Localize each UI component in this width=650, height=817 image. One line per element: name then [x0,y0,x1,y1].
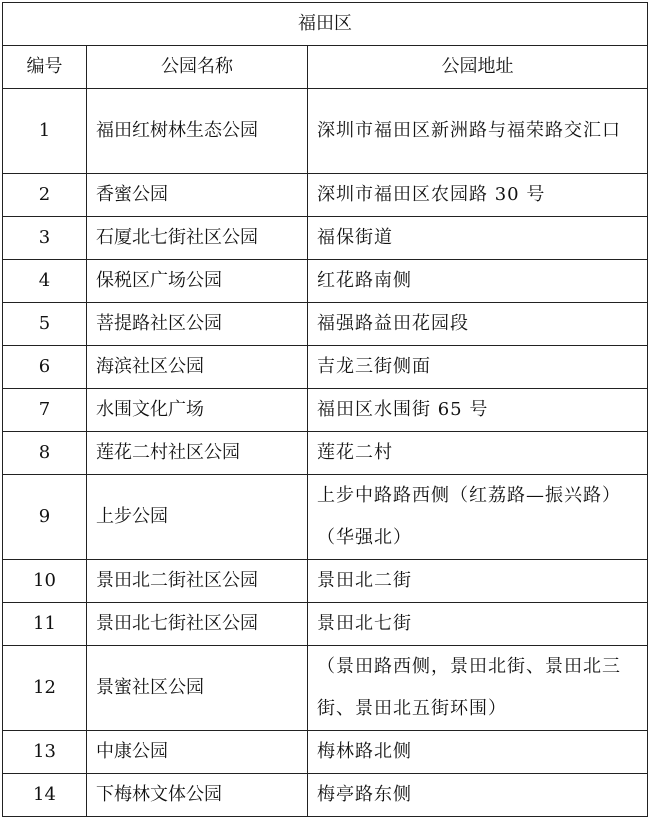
row-number: 12 [3,646,87,731]
header-name: 公园名称 [87,46,308,89]
table-header-row [3,46,648,89]
park-address: 深圳市福田区新洲路与福荣路交汇口 [308,89,648,174]
park-address: 梅亭路东侧 [308,774,648,817]
table-row [3,303,648,346]
park-address: 深圳市福田区农园路 30 号 [308,174,648,217]
park-name: 莲花二村社区公园 [87,432,308,475]
park-table [2,2,648,817]
table-row [3,260,648,303]
row-number: 1 [3,89,87,174]
table-title: 福田区 [3,3,648,46]
table-row [3,432,648,475]
row-number: 9 [3,475,87,560]
park-address: 梅林路北侧 [308,731,648,774]
park-name: 保税区广场公园 [87,260,308,303]
park-address: 莲花二村 [308,432,648,475]
table-row [3,603,648,646]
row-number: 5 [3,303,87,346]
table-row [3,174,648,217]
table-title-row [3,3,648,46]
header-address: 公园地址 [308,46,648,89]
row-number: 8 [3,432,87,475]
park-address: 景田北二街 [308,560,648,603]
park-name: 景蜜社区公园 [87,646,308,731]
park-address: 福保街道 [308,217,648,260]
park-address: 景田北七街 [308,603,648,646]
row-number: 14 [3,774,87,817]
park-name: 中康公园 [87,731,308,774]
park-name: 香蜜公园 [87,174,308,217]
park-name: 海滨社区公园 [87,346,308,389]
row-number: 13 [3,731,87,774]
table-row [3,731,648,774]
header-number: 编号 [3,46,87,89]
row-number: 2 [3,174,87,217]
table-row [3,89,648,174]
table-row [3,560,648,603]
row-number: 4 [3,260,87,303]
park-address: 福强路益田花园段 [308,303,648,346]
table-row [3,346,648,389]
row-number: 6 [3,346,87,389]
park-name: 石厦北七街社区公园 [87,217,308,260]
park-address: 吉龙三街侧面 [308,346,648,389]
table-row [3,217,648,260]
park-name: 上步公园 [87,475,308,560]
table-row [3,646,648,731]
park-name: 景田北七街社区公园 [87,603,308,646]
park-name: 景田北二街社区公园 [87,560,308,603]
row-number: 7 [3,389,87,432]
table-row [3,389,648,432]
park-name: 菩提路社区公园 [87,303,308,346]
row-number: 3 [3,217,87,260]
park-address: 红花路南侧 [308,260,648,303]
row-number: 10 [3,560,87,603]
park-name: 水围文化广场 [87,389,308,432]
row-number: 11 [3,603,87,646]
table-row [3,475,648,560]
park-address: （景田路西侧，景田北街、景田北三街、景田北五街环围） [308,646,648,731]
table-row [3,774,648,817]
park-name: 福田红树林生态公园 [87,89,308,174]
park-address: 福田区水围街 65 号 [308,389,648,432]
park-address: 上步中路路西侧（红荔路—振兴路）（华强北） [308,475,648,560]
park-name: 下梅林文体公园 [87,774,308,817]
